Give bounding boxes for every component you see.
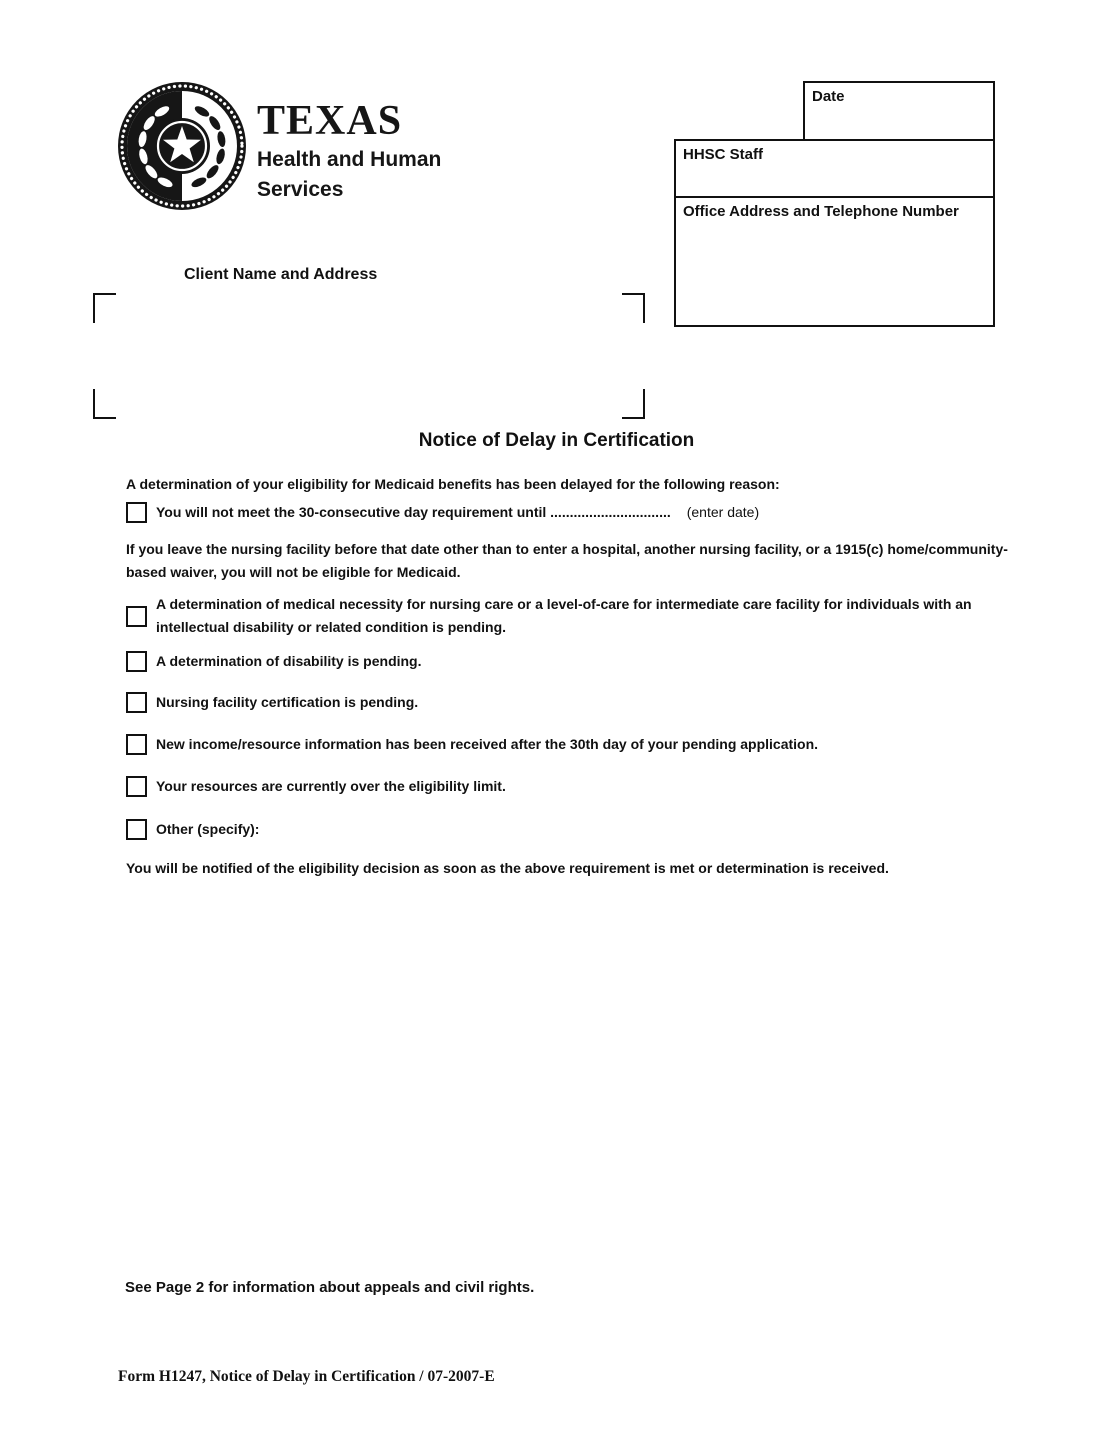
reason-row-new-income xyxy=(126,733,1016,756)
date-label: Date xyxy=(812,88,845,105)
intro-text: A determination of your eligibility for Medicaid benefits has been delayed for the following reason: xyxy=(126,476,780,492)
hhsc-staff-field[interactable] xyxy=(674,139,995,196)
office-address-field[interactable] xyxy=(674,196,995,327)
wordmark-dept-line2: Services xyxy=(257,178,344,201)
office-address-label: Office Address and Telephone Number xyxy=(683,203,959,220)
client-address-area[interactable] xyxy=(93,293,643,417)
see-page-2-note: See Page 2 for information about appeals and civil rights. xyxy=(125,1279,535,1296)
form-id-footer: Form H1247, Notice of Delay in Certification / 07-2007-E xyxy=(118,1368,495,1385)
checkbox-resources-over-limit[interactable] xyxy=(126,776,147,797)
reason-label: A determination of disability is pending. xyxy=(156,653,422,669)
reason-label: A determination of medical necessity for nursing care or a level-of-care for intermediate care facility for individuals with an intellectual disability or related condition is pending. xyxy=(156,596,972,635)
reason-row-other xyxy=(126,818,1016,841)
checkbox-medical-necessity[interactable] xyxy=(126,606,147,627)
closing-paragraph: You will be notified of the eligibility decision as soon as the above requirement is met or determination is received. xyxy=(126,860,889,876)
reason-label: You will not meet the 30-consecutive day requirement until ............................... (enter date) xyxy=(156,504,760,520)
hhsc-staff-label: HHSC Staff xyxy=(683,146,764,163)
enter-date-hint: (enter date) xyxy=(686,504,760,520)
reason-row-disability xyxy=(126,650,1016,673)
client-name-address-label: Client Name and Address xyxy=(184,266,378,283)
texas-state-seal-icon xyxy=(116,80,248,212)
checkbox-new-income-info[interactable] xyxy=(126,734,147,755)
date-field[interactable] xyxy=(803,81,995,139)
reason-label: Other (specify): xyxy=(156,821,260,837)
checkbox-facility-certification[interactable] xyxy=(126,692,147,713)
reason-row-resources-over-limit xyxy=(126,775,1016,798)
reason-label: New income/resource information has been received after the 30th day of your pending application. xyxy=(156,736,819,752)
reason-row-medical-necessity xyxy=(126,593,1016,639)
checkbox-30-day-requirement[interactable] xyxy=(126,502,147,523)
reason-label: Nursing facility certification is pending. xyxy=(156,694,419,710)
leave-facility-paragraph: If you leave the nursing facility before that date other than to enter a hospital, another nursing facility, or a 1915(c) home/community-based waiver, you will not be eligible for Medicaid. xyxy=(126,541,1008,580)
reason-row-facility-certification xyxy=(126,691,1016,714)
reason-label: Your resources are currently over the eligibility limit. xyxy=(156,778,506,794)
checkbox-other-specify[interactable] xyxy=(126,819,147,840)
wordmark-dept-line1: Health and Human xyxy=(257,148,442,171)
reason-row-30-day xyxy=(126,501,1016,524)
agency-wordmark xyxy=(257,98,441,205)
page-title: Notice of Delay in Certification xyxy=(418,430,695,451)
checkbox-disability-pending[interactable] xyxy=(126,651,147,672)
wordmark-texas: TEXAS xyxy=(257,98,403,144)
